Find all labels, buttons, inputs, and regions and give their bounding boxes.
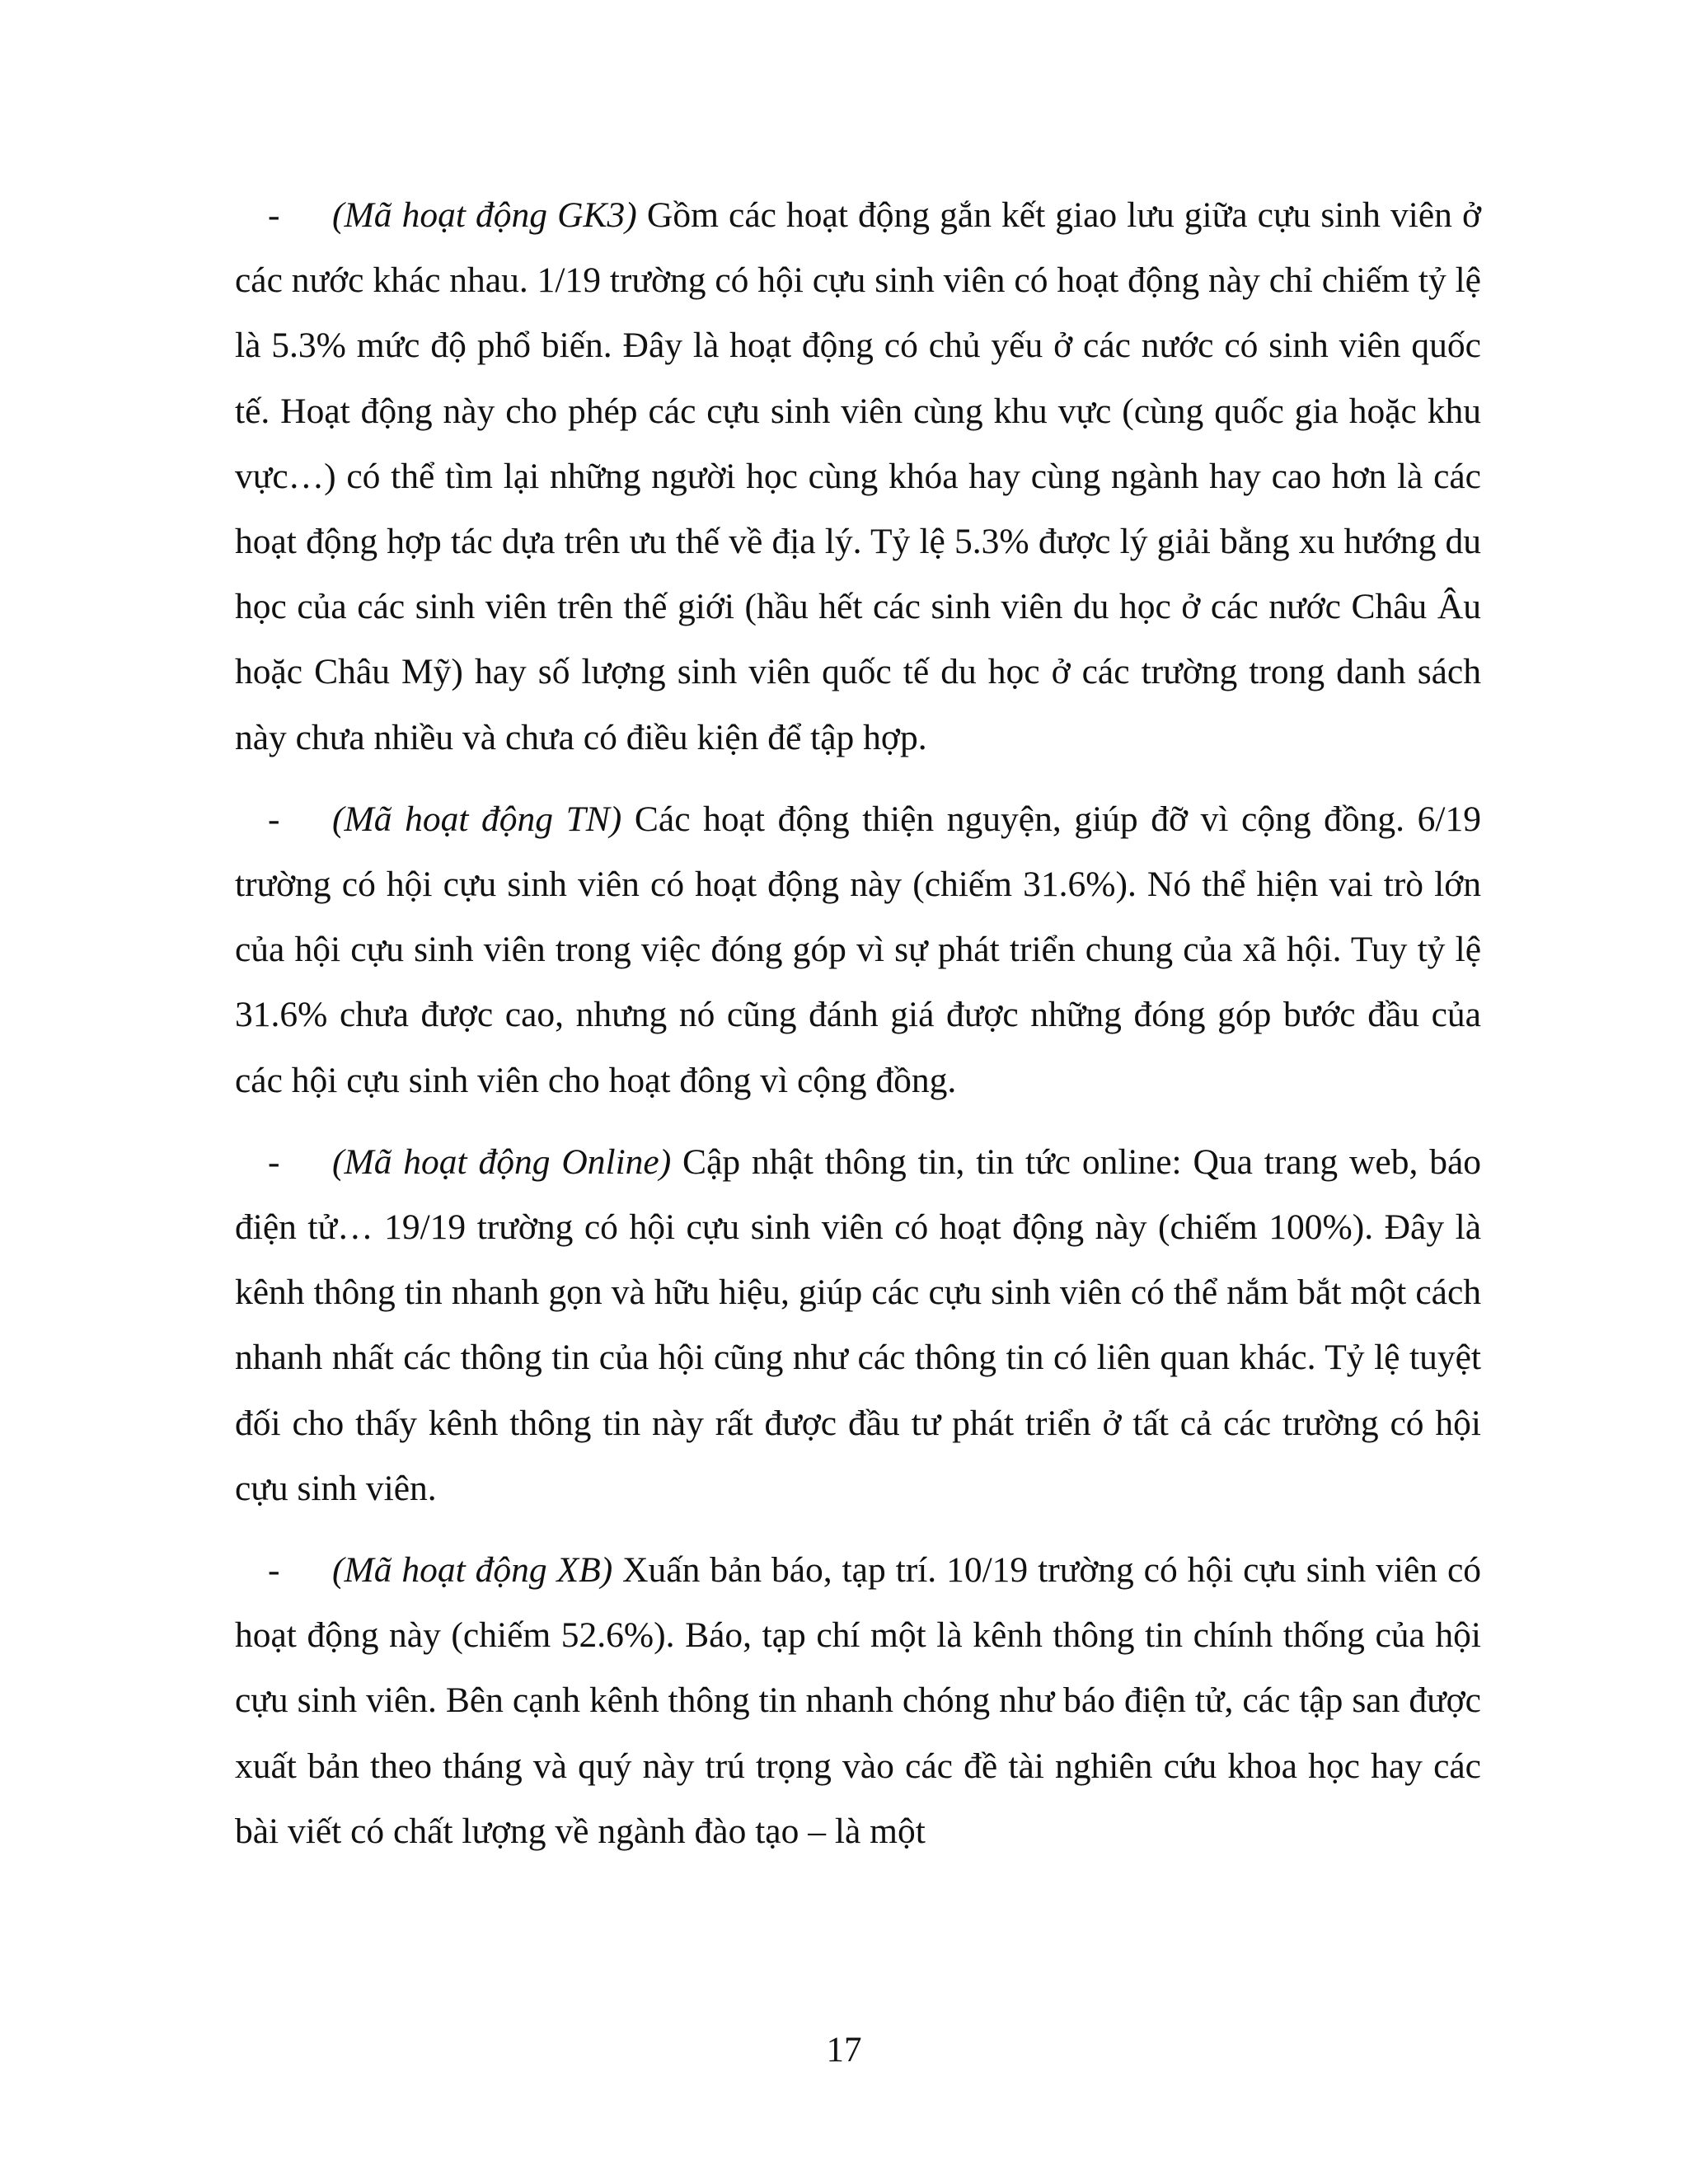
page-body xyxy=(235,183,1481,1881)
paragraph-text: Các hoạt động thiện nguyện, giúp đỡ vì cộng đồng. 6/19 trường có hội cựu sinh viên có hoạt động này (chiếm 31.6%). Nó thể hiện vai trò lớn của hội cựu sinh viên trong việc đóng góp vì sự phát triển chung của xã hội. Tuy tỷ lệ 31.6% chưa được cao, nhưng nó cũng đánh giá được những đóng góp bước đầu của các hội cựu sinh viên cho hoạt đông vì cộng đồng. xyxy=(235,799,1481,1100)
paragraph-xb xyxy=(235,1538,1481,1864)
bullet-dash: - xyxy=(268,1141,280,1182)
bullet-dash: - xyxy=(268,1550,280,1591)
activity-code: (Mã hoạt động GK3) xyxy=(332,195,637,235)
activity-code: (Mã hoạt động TN) xyxy=(332,799,622,839)
paragraph-online xyxy=(235,1130,1481,1521)
bullet-dash: - xyxy=(268,195,280,235)
page-number: 17 xyxy=(826,2031,862,2069)
bullet-dash: - xyxy=(268,799,280,839)
activity-code: (Mã hoạt động XB) xyxy=(332,1550,613,1591)
paragraph-text: Cập nhật thông tin, tin tức online: Qua trang web, báo điện tử… 19/19 trường có hội cựu sinh viên có hoạt động này (chiếm 100%). Đây là kênh thông tin nhanh gọn và hữu hiệu, giúp các cựu sinh viên có thể nắm bắt một cách nhanh nhất các thông tin của hội cũng như các thông tin có liên quan khác. Tỷ lệ tuyệt đối cho thấy kênh thông tin này rất được đầu tư phát triển ở tất cả các trường có hội cựu sinh viên. xyxy=(235,1141,1482,1508)
paragraph-text: Gồm các hoạt động gắn kết giao lưu giữa cựu sinh viên ở các nước khác nhau. 1/19 trường có hội cựu sinh viên có hoạt động này chỉ chiếm tỷ lệ là 5.3% mức độ phổ biến. Đây là hoạt động có chủ yếu ở các nước có sinh viên quốc tế. Hoạt động này cho phép các cựu sinh viên cùng khu vực (cùng quốc gia hoặc khu vực…) có thể tìm lại những người học cùng khóa hay cùng ngành hay cao hơn là các hoạt động hợp tác dựa trên ưu thế về địa lý. Tỷ lệ 5.3% được lý giải bằng xu hướng du học của các sinh viên trên thế giới (hầu hết các sinh viên du học ở các nước Châu Âu hoặc Châu Mỹ) hay số lượng sinh viên quốc tế du học ở các trường trong danh sách này chưa nhiều và chưa có điều kiện để tập hợp. xyxy=(235,195,1481,757)
activity-code: (Mã hoạt động Online) xyxy=(332,1141,672,1182)
paragraph-gk3 xyxy=(235,183,1481,771)
paragraph-text: Xuấn bản báo, tạp trí. 10/19 trường có hội cựu sinh viên có hoạt động này (chiếm 52.6%). Báo, tạp chí một là kênh thông tin chính thống của hội cựu sinh viên. Bên cạnh kênh thông tin nhanh chóng như báo điện tử, các tập san được xuất bản theo tháng và quý này trú trọng vào các đề tài nghiên cứu khoa học hay các bài viết có chất lượng về ngành đào tạo – là một xyxy=(235,1550,1482,1851)
paragraph-tn xyxy=(235,787,1481,1113)
